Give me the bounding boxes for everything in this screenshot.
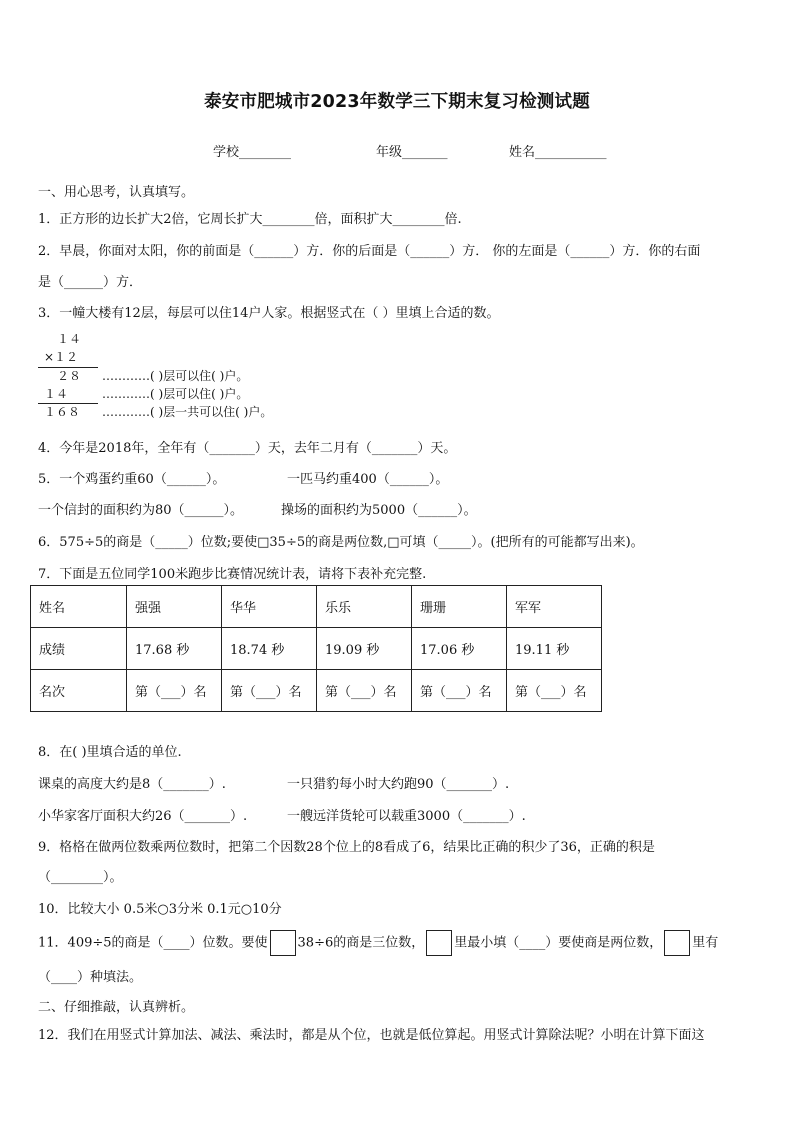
question-9: 9．格格在做两位数乘两位数时，把第二个因数28个位上的8看成了6，结果比正确的积少了36，正确的积是 <box>38 840 655 855</box>
name-field: 姓名___________ <box>509 145 607 160</box>
table-cell: 名次 <box>31 670 127 712</box>
vertical-row-4: １４ <box>44 387 69 401</box>
vertical-row-3: ２８ <box>57 369 82 383</box>
vertical-row-1: １４ <box>57 332 82 346</box>
question-8-b: 一只猎豹每小时大约跑90（_______）. <box>287 777 510 792</box>
race-results-table <box>30 585 602 712</box>
answer-box <box>426 930 452 956</box>
question-2: 2．早晨，你面对太阳，你的前面是（______）方．你的后面是（______）方． 你的左面是（______）方．你的右面 <box>38 244 701 259</box>
question-11-part-4: 里有 <box>692 935 719 951</box>
section-heading-1: 一、用心思考，认真填写。 <box>38 185 195 200</box>
question-5-a: 5．一个鸡蛋约重60（______）。 <box>38 472 226 487</box>
question-6: 6．575÷5的商是（_____）位数;要使□35÷5的商是两位数,□可填（_____）。(把所有的可能都写出来)。 <box>38 535 644 550</box>
question-2-continued: 是（______）方． <box>38 275 143 290</box>
vertical-row-2: ×１２ <box>44 350 79 364</box>
answer-box <box>664 930 690 956</box>
table-cell: 乐乐 <box>317 586 412 628</box>
question-11 <box>38 930 718 956</box>
table-cell: 17.68 秒 <box>127 628 222 670</box>
question-8-d: 一艘远洋货轮可以载重3000（_______）. <box>287 809 526 824</box>
question-8: 8．在( )里填合适的单位. <box>38 745 182 760</box>
question-11-part-2: 38÷6的商是三位数， <box>297 935 425 951</box>
table-cell: 第（___）名 <box>222 670 317 712</box>
table-cell: 第（___）名 <box>317 670 412 712</box>
question-7: 7．下面是五位同学100米跑步比赛情况统计表，请将下表补充完整. <box>38 567 427 582</box>
question-11-continued: （____）种填法。 <box>38 970 143 985</box>
vertical-note-3: …………( )层一共可以住( )户。 <box>102 405 273 419</box>
table-cell: 17.06 秒 <box>412 628 507 670</box>
table-cell: 军军 <box>507 586 602 628</box>
section-heading-2: 二、仔细推敲，认真辨析。 <box>38 1000 195 1015</box>
table-cell: 18.74 秒 <box>222 628 317 670</box>
page-title: 泰安市肥城市2023年数学三下期末复习检测试题 <box>204 92 590 112</box>
question-8-c: 小华家客厅面积大约26（_______）. <box>38 809 248 824</box>
table-cell: 强强 <box>127 586 222 628</box>
table-row <box>31 670 602 712</box>
question-11-part-3: 里最小填（____）要使商是两位数， <box>454 935 663 951</box>
grade-field: 年级_______ <box>376 145 448 160</box>
question-10: 10．比较大小 0.5米○3分米 0.1元○10分 <box>38 902 282 917</box>
question-11-part-1: 11．409÷5的商是（____）位数。要使 <box>38 935 268 951</box>
question-9-continued: （________）。 <box>38 870 123 885</box>
school-field: 学校________ <box>213 145 292 160</box>
question-1: 1．正方形的边长扩大2倍，它周长扩大________倍，面积扩大________倍. <box>38 212 462 227</box>
vertical-note-2: …………( )层可以住( )户。 <box>102 387 249 401</box>
table-cell: 第（___）名 <box>412 670 507 712</box>
vertical-note-1: …………( )层可以住( )户。 <box>102 369 249 383</box>
answer-box <box>270 930 296 956</box>
question-3: 3．一幢大楼有12层，每层可以住14户人家。根据竖式在（ ）里填上合适的数。 <box>38 306 500 321</box>
table-cell: 19.09 秒 <box>317 628 412 670</box>
table-cell: 第（___）名 <box>507 670 602 712</box>
question-12: 12．我们在用竖式计算加法、减法、乘法时，都是从个位，也就是低位算起。用竖式计算除法呢？小明在计算下面这 <box>38 1028 705 1043</box>
table-cell: 珊珊 <box>412 586 507 628</box>
table-cell: 成绩 <box>31 628 127 670</box>
table-cell: 第（___）名 <box>127 670 222 712</box>
question-5-d: 操场的面积约为5000（______）。 <box>281 503 477 518</box>
question-4: 4．今年是2018年，全年有（_______）天，去年二月有（_______）天。 <box>38 441 457 456</box>
vertical-row-5: １６８ <box>44 405 81 419</box>
table-cell: 华华 <box>222 586 317 628</box>
question-5-b: 一匹马约重400（______）。 <box>287 472 449 487</box>
table-cell: 19.11 秒 <box>507 628 602 670</box>
table-row <box>31 586 602 628</box>
question-5-c: 一个信封的面积约为80（______）。 <box>38 503 244 518</box>
question-8-a: 课桌的高度大约是8（_______）. <box>38 777 226 792</box>
table-row <box>31 628 602 670</box>
table-cell: 姓名 <box>31 586 127 628</box>
